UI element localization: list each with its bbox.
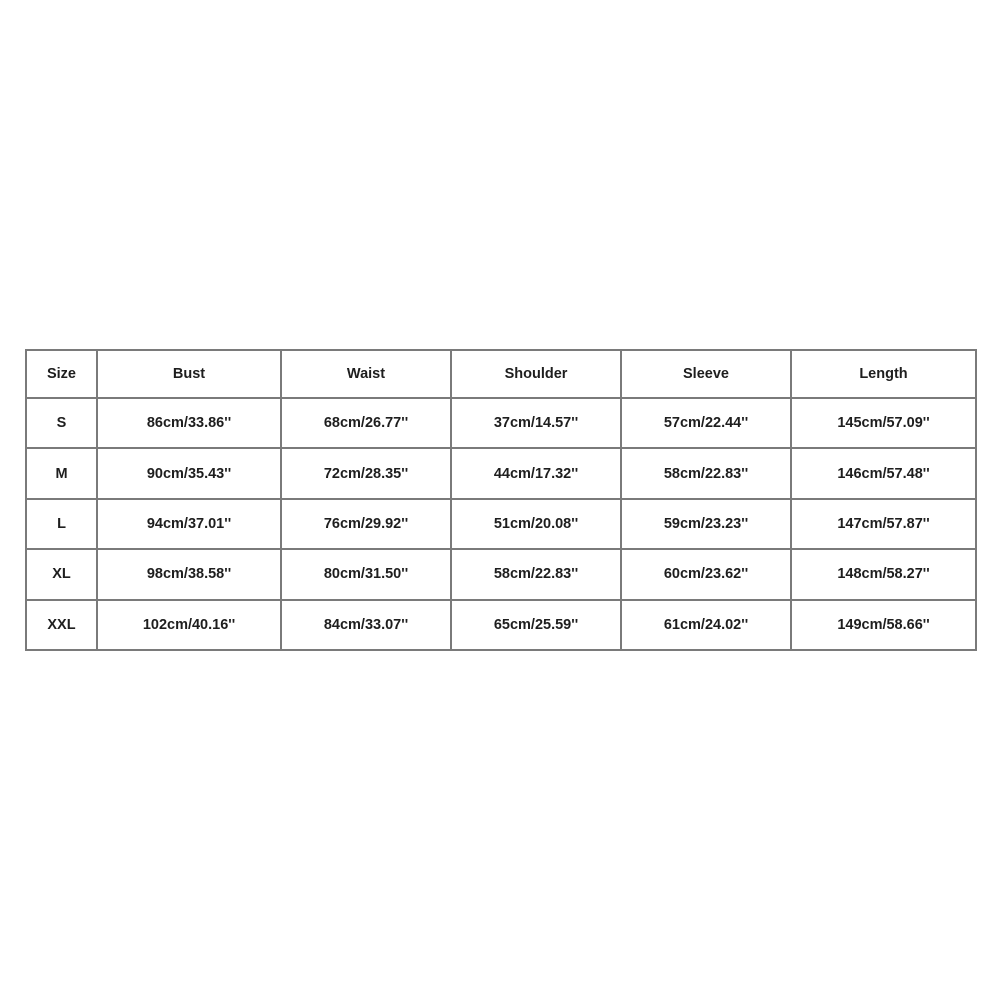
cell-waist: 72cm/28.35'' [281,448,451,498]
header-shoulder: Shoulder [451,350,621,398]
cell-size: S [26,398,97,448]
cell-length: 148cm/58.27'' [791,549,976,599]
cell-sleeve: 61cm/24.02'' [621,600,791,650]
cell-shoulder: 51cm/20.08'' [451,499,621,549]
cell-sleeve: 57cm/22.44'' [621,398,791,448]
cell-sleeve: 58cm/22.83'' [621,448,791,498]
cell-length: 147cm/57.87'' [791,499,976,549]
cell-shoulder: 37cm/14.57'' [451,398,621,448]
header-size: Size [26,350,97,398]
cell-bust: 86cm/33.86'' [97,398,281,448]
cell-shoulder: 58cm/22.83'' [451,549,621,599]
cell-waist: 80cm/31.50'' [281,549,451,599]
header-length: Length [791,350,976,398]
cell-bust: 98cm/38.58'' [97,549,281,599]
header-bust: Bust [97,350,281,398]
cell-bust: 102cm/40.16'' [97,600,281,650]
header-sleeve: Sleeve [621,350,791,398]
table-row [26,600,976,650]
cell-size: XL [26,549,97,599]
size-chart-table [25,349,977,651]
header-waist: Waist [281,350,451,398]
cell-length: 146cm/57.48'' [791,448,976,498]
table-row [26,549,976,599]
cell-shoulder: 65cm/25.59'' [451,600,621,650]
cell-waist: 76cm/29.92'' [281,499,451,549]
cell-bust: 94cm/37.01'' [97,499,281,549]
cell-length: 145cm/57.09'' [791,398,976,448]
cell-size: L [26,499,97,549]
table-header-row [26,350,976,398]
table-row [26,398,976,448]
cell-bust: 90cm/35.43'' [97,448,281,498]
cell-sleeve: 60cm/23.62'' [621,549,791,599]
cell-size: M [26,448,97,498]
table-row [26,448,976,498]
cell-waist: 84cm/33.07'' [281,600,451,650]
cell-size: XXL [26,600,97,650]
cell-shoulder: 44cm/17.32'' [451,448,621,498]
cell-length: 149cm/58.66'' [791,600,976,650]
cell-sleeve: 59cm/23.23'' [621,499,791,549]
table-row [26,499,976,549]
cell-waist: 68cm/26.77'' [281,398,451,448]
